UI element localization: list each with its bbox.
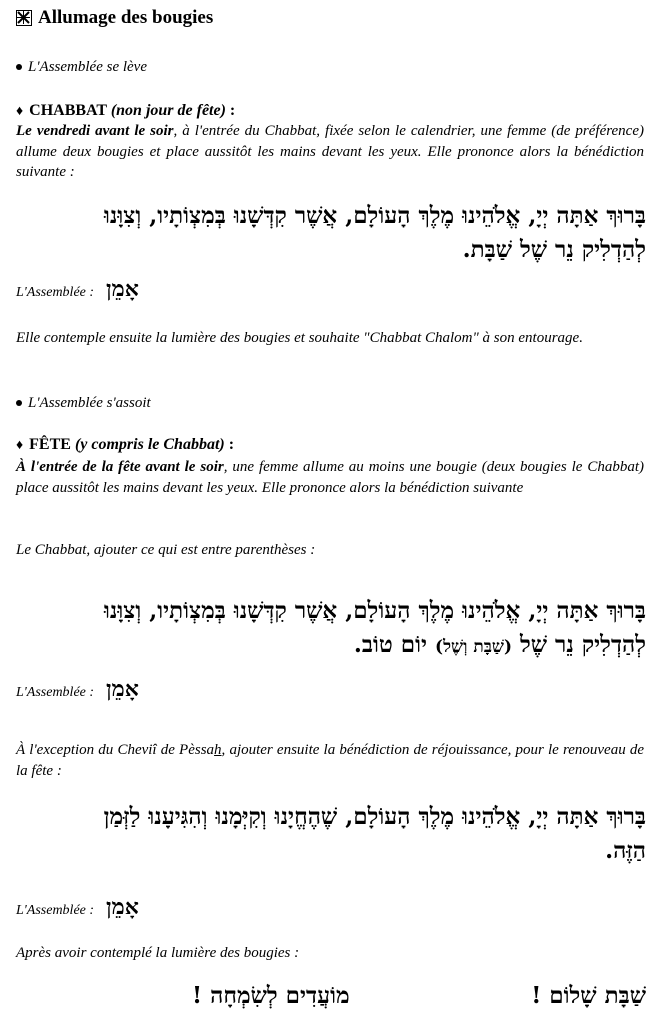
fete-blessing-line-2-paren: (שַׁבָּת וְשֶׁל)	[435, 637, 512, 657]
stand-note-text: L'Assemblée se lève	[28, 59, 147, 75]
fete-heading	[16, 435, 234, 456]
fete-instruction	[16, 457, 644, 498]
closing-intro	[16, 943, 299, 963]
bullet-icon	[16, 400, 22, 406]
shabbat-instruction-lead: Le vendredi avant le soir	[16, 123, 174, 139]
fete-heading-colon: :	[224, 436, 235, 453]
fete-instruction-rest: , une femme allume au moins une bougie (deux bougies le Chabbat) place aussitôt les mains devant les yeux. Elle prononce alors la bénédiction suivante	[16, 459, 644, 496]
shabbat-heading-main: CHABBAT	[29, 102, 107, 119]
fete-amen-response	[16, 676, 139, 702]
fete-blessing-line-2-start: לְהַדְלִיק נֵר שֶׁל	[512, 631, 646, 658]
fete-blessing-line-2	[16, 628, 646, 664]
shehecheyanu-intro-end: , ajouter ensuite la bénédiction de réjouissance, pour le renouveau de la fête :	[16, 742, 645, 779]
amen-word: אָמֵן	[106, 276, 139, 302]
shehecheyanu-blessing-line-1: בָּרוּךְ אַתָּה יְיָ, אֱלֹהֵינוּ מֶלֶךְ הָעוֹלָם, שֶׁהֶחֱיָנוּ וְקִיְּמָנוּ וְהִגִּיעָנוּ לַזְּמַן	[103, 803, 646, 830]
assembly-label: L'Assemblée :	[16, 903, 95, 918]
fete-blessing	[16, 594, 646, 664]
shabbat-blessing-line-1: בָּרוּךְ אַתָּה יְיָ, אֱלֹהֵינוּ מֶלֶךְ הָעוֹלָם, אֲשֶׁר קִדְּשָׁנוּ בְּמִצְוֹתָיו, וְצִוָּנוּ	[104, 202, 646, 229]
shabbat-instruction-rest: , à l'entrée du Chabbat, fixée selon le calendrier, une femme (de préférence) allume deux bougies et place aussitôt les mains devant les yeux. Elle prononce alors la bénédiction suivante :	[16, 123, 644, 180]
fete-instruction-lead: À l'entrée de la fête avant le soir	[16, 459, 224, 475]
shehecheyanu-intro	[16, 740, 644, 781]
page-title	[16, 5, 213, 31]
shabbat-amen-response	[16, 276, 139, 302]
shehecheyanu-blessing-line-2: הַזֶּה.	[605, 837, 646, 864]
shabbat-after-text-content: Elle contemple ensuite la lumière des bougies et souhaite "Chabbat Chalom" à son entourage.	[16, 330, 583, 346]
assembly-label: L'Assemblée :	[16, 285, 95, 300]
amen-word: אָמֵן	[106, 676, 139, 702]
shabbat-heading-colon: :	[225, 102, 236, 119]
amen-word: אָמֵן	[106, 894, 139, 920]
shabbat-heading-paren: (non jour de fête)	[110, 102, 226, 119]
shehecheyanu-amen-response	[16, 894, 139, 920]
shabbat-blessing-line-2: לְהַדְלִיק נֵר שֶׁל שַׁבָּת.	[462, 236, 646, 263]
sit-note	[16, 393, 151, 413]
diamond-bullet-icon: ♦	[16, 104, 24, 119]
assembly-label: L'Assemblée :	[16, 685, 95, 700]
parenthesis-note-text: Le Chabbat, ajouter ce qui est entre parenthèses :	[16, 542, 316, 558]
shehecheyanu-intro-underlined: h	[214, 742, 222, 758]
fete-heading-paren: (y compris le Chabbat)	[74, 436, 225, 453]
shehecheyanu-blessing	[16, 800, 646, 868]
parenthesis-note	[16, 540, 315, 560]
shabbat-instruction	[16, 121, 644, 183]
diamond-bullet-icon: ♦	[16, 438, 24, 453]
page-title-text: Allumage des bougies	[38, 7, 214, 28]
fete-blessing-line-2-end: יוֹם טוֹב.	[353, 631, 436, 658]
sit-note-text: L'Assemblée s'assoit	[28, 395, 151, 411]
shabbat-heading	[16, 101, 235, 122]
greeting-moadim-lesimcha: מוֹעֲדִים לְשִׂמְחָה !	[192, 982, 350, 1009]
shabbat-blessing	[16, 199, 646, 267]
greeting-shabbat-shalom: שַׁבָּת שָׁלוֹם !	[531, 982, 646, 1009]
shabbat-after-text	[16, 328, 644, 349]
fete-blessing-line-1: בָּרוּךְ אַתָּה יְיָ, אֱלֹהֵינוּ מֶלֶךְ הָעוֹלָם, אֲשֶׁר קִדְּשָׁנוּ בְּמִצְוֹתָיו, וְצִוָּנוּ	[104, 597, 646, 624]
square-saltire-icon	[16, 10, 32, 26]
bullet-icon	[16, 64, 22, 70]
fete-heading-main: FÊTE	[29, 436, 71, 453]
shehecheyanu-intro-start: À l'exception du Cheviî de Pèssa	[16, 742, 215, 758]
closing-intro-text: Après avoir contemplé la lumière des bougies :	[16, 945, 300, 961]
stand-note	[16, 57, 147, 77]
